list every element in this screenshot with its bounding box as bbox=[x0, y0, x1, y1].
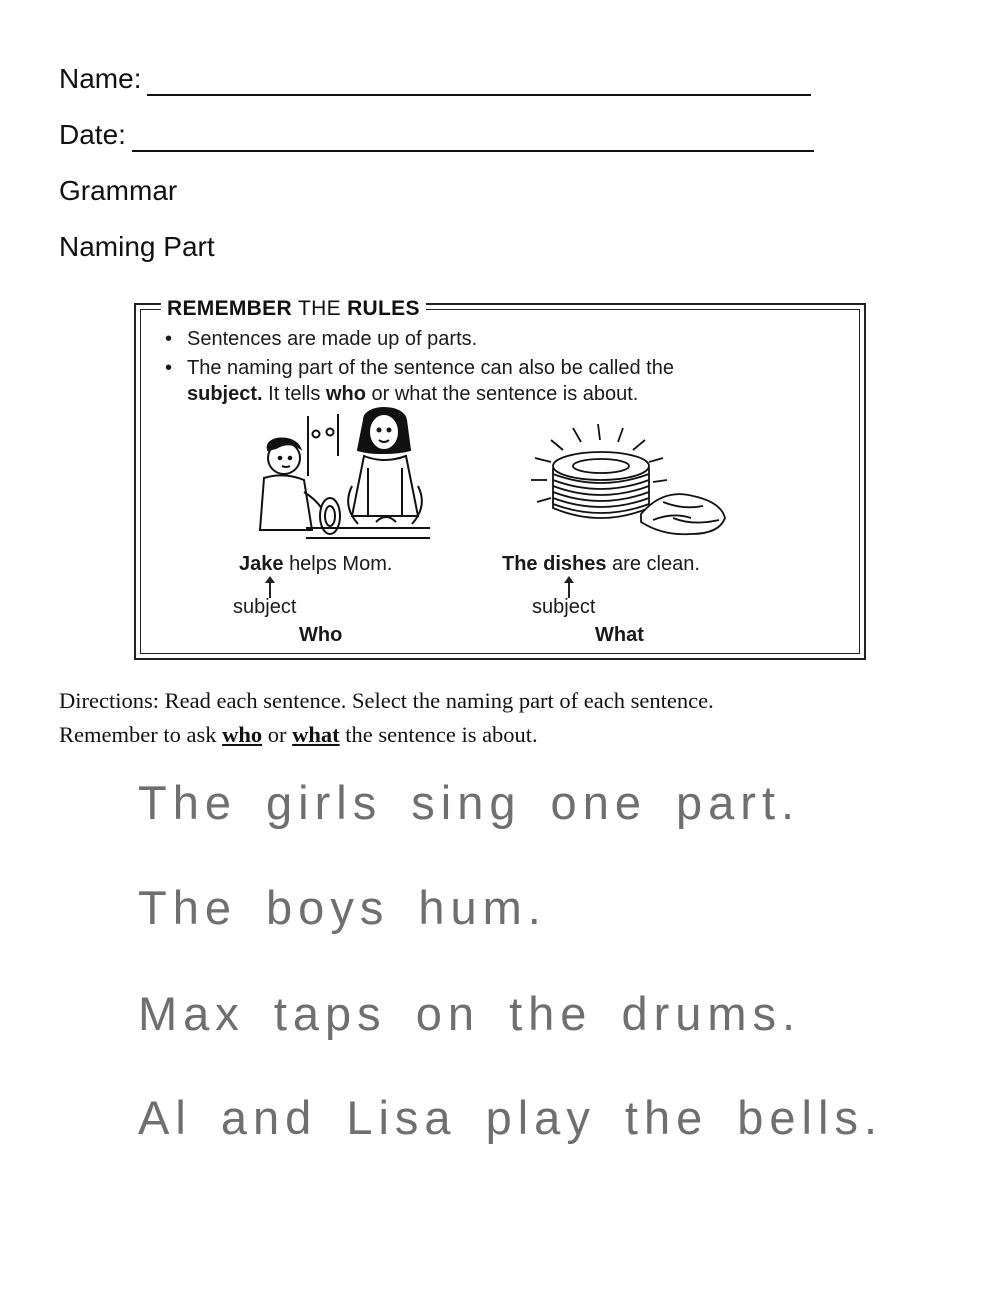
example-sentence-2: The dishes are clean. bbox=[502, 553, 700, 575]
date-field bbox=[59, 118, 814, 152]
jake-and-mom-illustration bbox=[246, 406, 431, 551]
name-blank-line bbox=[147, 70, 811, 96]
sentence-2[interactable]: The boys hum. bbox=[138, 881, 547, 934]
sentence-3[interactable]: Max taps on the drums. bbox=[138, 987, 802, 1040]
subject-label-2: subject bbox=[532, 596, 596, 618]
name-label: Name: bbox=[59, 63, 142, 94]
sentence-4[interactable]: Al and Lisa play the bells. bbox=[138, 1091, 883, 1144]
date-blank-line bbox=[132, 126, 814, 152]
date-label: Date: bbox=[59, 119, 126, 150]
sentence-1[interactable]: The girls sing one part. bbox=[138, 776, 801, 829]
name-field bbox=[59, 62, 811, 96]
clean-dishes-illustration bbox=[523, 422, 733, 547]
example-sentence-1: Jake helps Mom. bbox=[239, 553, 393, 575]
rules-inner-border: REMEMBER THE RULES • Sentences are made up of parts. • The naming part of the sentence can also be called the subject. It tells who or what the sentence is about. Jake helps Mom. subject Who The dishes are clean. subject What bbox=[140, 309, 860, 654]
directions-line-2: Remember to ask who or what the sentence is about. bbox=[59, 722, 538, 747]
remember-rules-box bbox=[134, 297, 866, 660]
question-who: Who bbox=[299, 624, 343, 646]
subject-heading: Grammar bbox=[59, 175, 178, 206]
subject-label-1: subject bbox=[233, 596, 297, 618]
directions-line-1: Directions: Read each sentence. Select the naming part of each sentence. bbox=[59, 688, 714, 713]
rules-title: REMEMBER THE RULES bbox=[161, 298, 426, 320]
directions-text bbox=[59, 684, 939, 752]
question-what: What bbox=[595, 624, 644, 646]
topic-heading: Naming Part bbox=[59, 231, 215, 262]
